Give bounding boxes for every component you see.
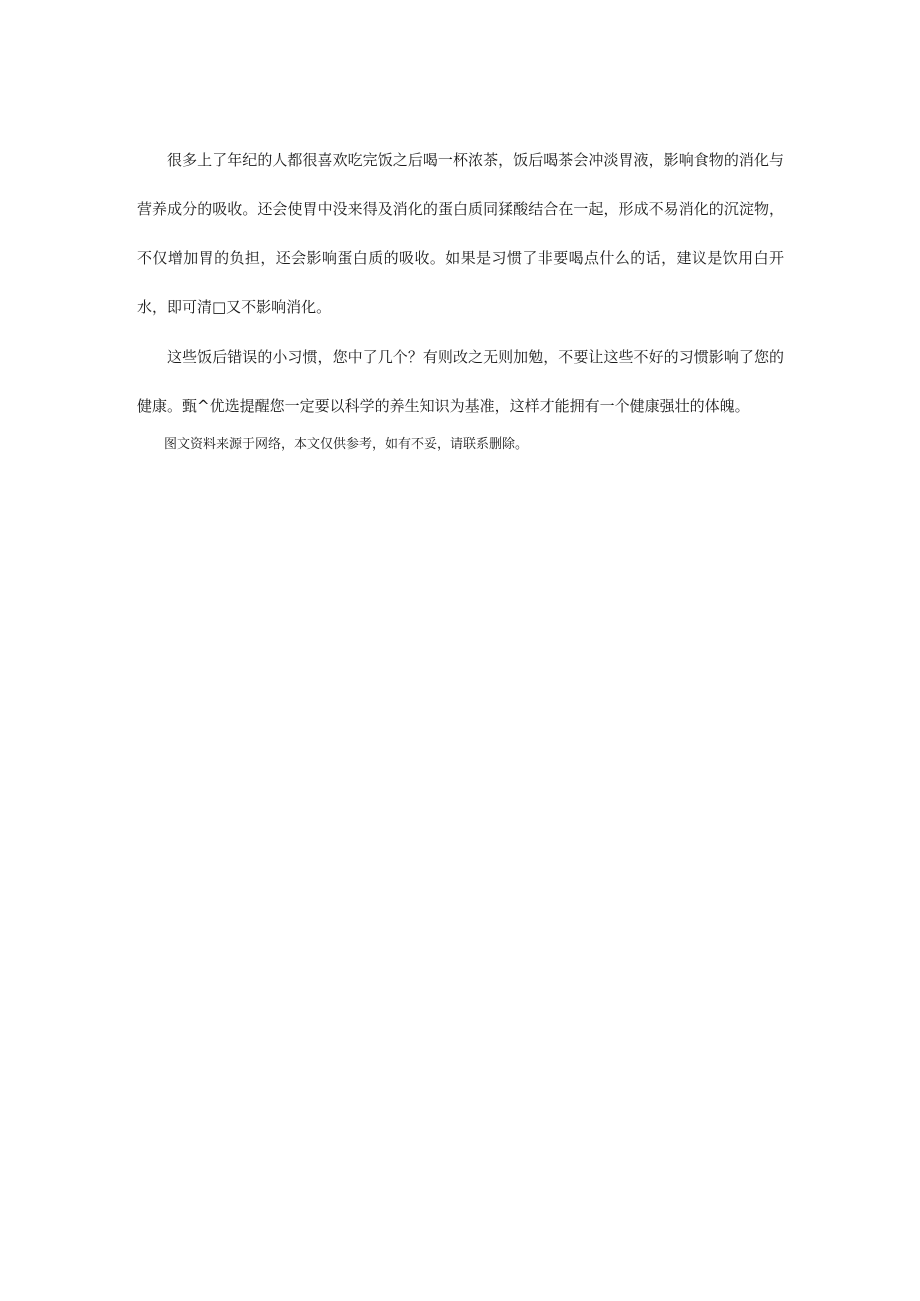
paragraph-text: 这些饭后错误的小习惯，您中了几个？有则改之无则加勉，不要让这些不好的习惯影响了您的健康。甄^优选提醒您一定要以科学的养生知识为基准，这样才能拥有一个健康强壮的体魄。 [137, 348, 784, 415]
paragraph-text: 很多上了年纪的人都很喜欢吃完饭之后喝一杯浓茶，饭后喝茶会冲淡胃液，影响食物的消化与营养成分的吸收。还会使胃中没来得及消化的蛋白质同猱酸结合在一起，形成不易消化的沉淀物，不仅增加胃的负担，还会影响蛋白质的吸收。如果是习惯了非要喝点什么的话，建议是饮用白开水，即可清□又不影响消化。 [137, 151, 784, 316]
body-paragraph-tea [137, 136, 784, 332]
source-disclaimer: 图文资料来源于网络，本文仅供参考，如有不妥，请联系删除。 [164, 437, 529, 452]
body-paragraph-habits [137, 333, 784, 431]
